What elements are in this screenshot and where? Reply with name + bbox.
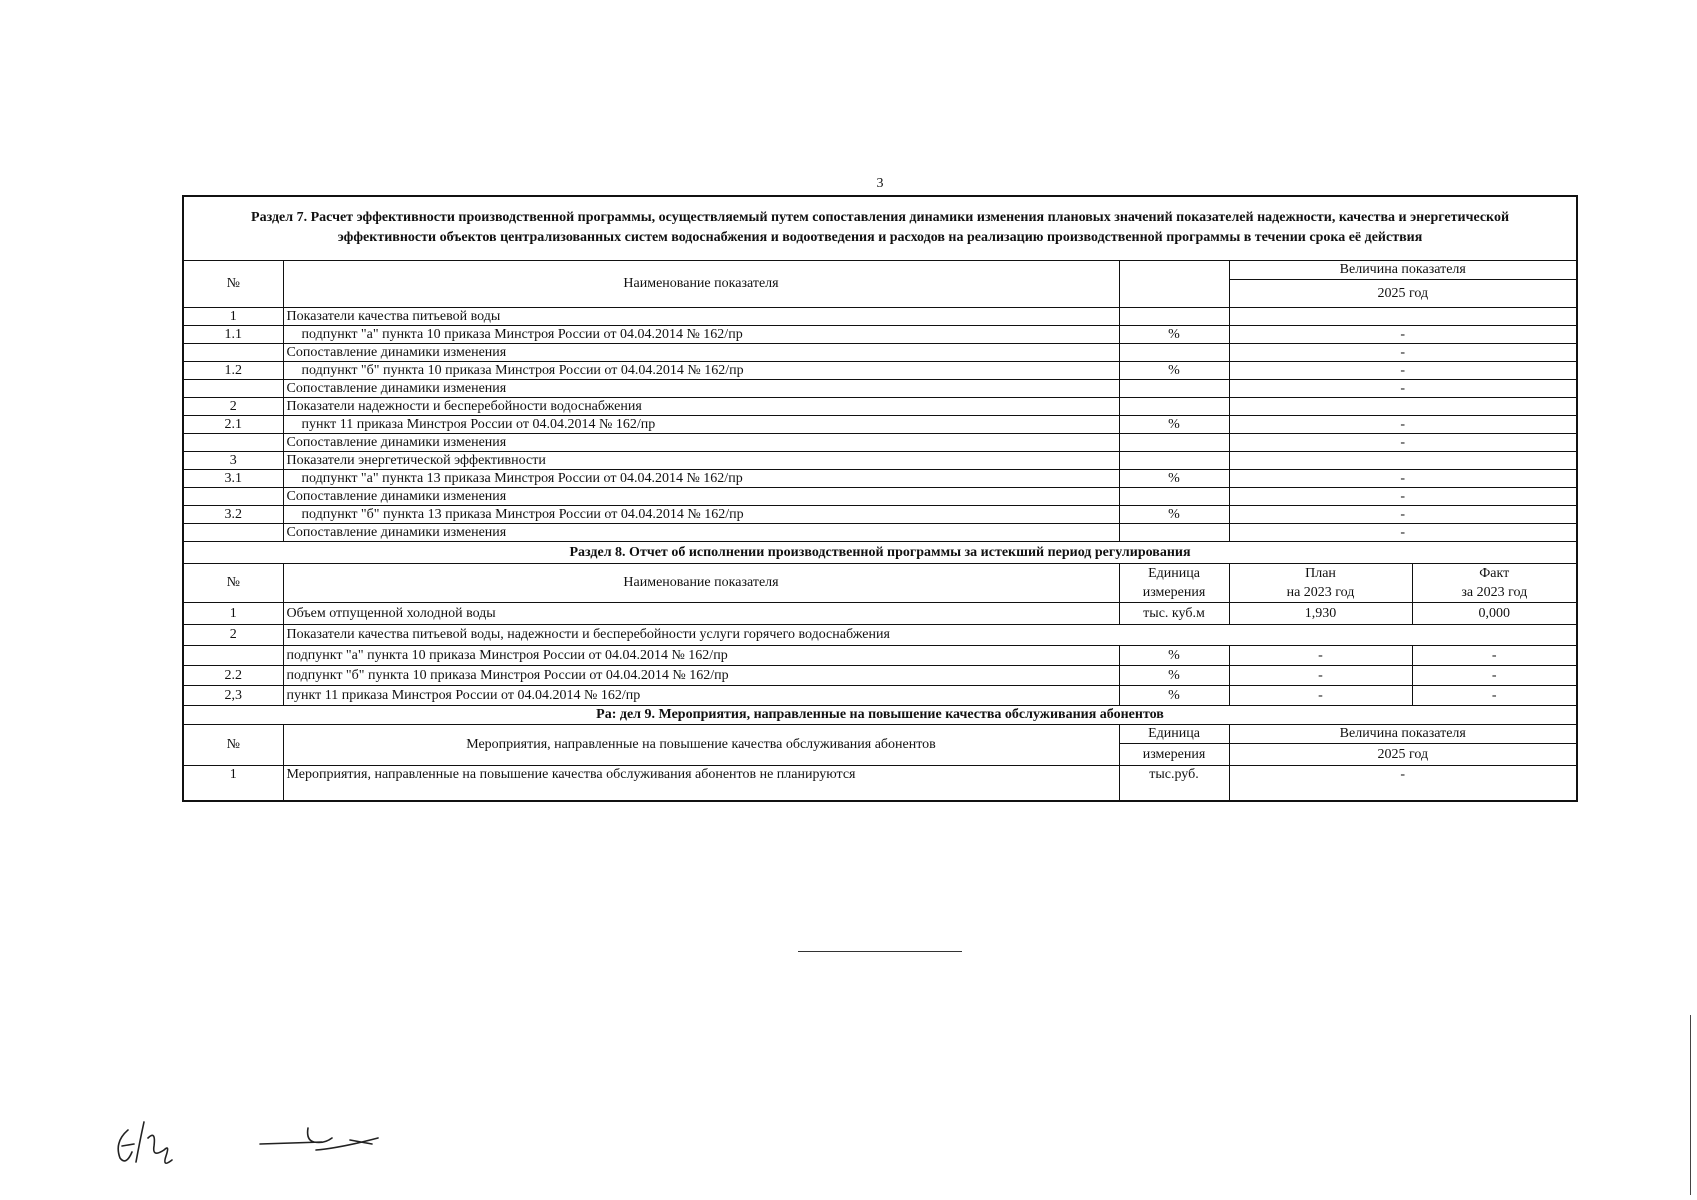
row-value: - <box>1229 343 1577 361</box>
row-name: Сопоставление динамики изменения <box>283 523 1119 541</box>
row-value: - <box>1229 433 1577 451</box>
section7-header-name: Наименование показателя <box>283 260 1119 307</box>
row-unit <box>1119 451 1229 469</box>
row-number: 1.2 <box>183 361 283 379</box>
row-name: Сопоставление динамики изменения <box>283 379 1119 397</box>
row-value: - <box>1229 325 1577 343</box>
section8-header-fact <box>1412 563 1577 602</box>
section7-row <box>183 307 1577 325</box>
plan-line-2: на 2023 год <box>1286 584 1355 600</box>
row-unit <box>1119 379 1229 397</box>
row-number: 2 <box>183 624 283 645</box>
section9-title: Ра: дел 9. Мероприятия, направленные на повышение качества обслуживания абонентов <box>183 705 1577 724</box>
row-unit: % <box>1119 685 1229 705</box>
row-name: Сопоставление динамики изменения <box>283 343 1119 361</box>
row-unit: % <box>1119 415 1229 433</box>
unit-line-1: Единица <box>1148 565 1200 581</box>
section7-header-value-group: Величина показателя <box>1229 260 1577 279</box>
row-unit <box>1119 523 1229 541</box>
section7-row <box>183 397 1577 415</box>
row-name: Показатели надежности и бесперебойности водоснабжения <box>283 397 1119 415</box>
row-name: Объем отпущенной холодной воды <box>283 602 1119 624</box>
row-value <box>1229 307 1577 325</box>
section7-row <box>183 523 1577 541</box>
section7-row <box>183 361 1577 379</box>
edge-line <box>1690 1015 1691 1195</box>
row-unit: % <box>1119 665 1229 685</box>
section7-row <box>183 379 1577 397</box>
section7-row <box>183 325 1577 343</box>
row-name: Сопоставление динамики изменения <box>283 433 1119 451</box>
row-fact: - <box>1412 685 1577 705</box>
section7-row <box>183 505 1577 523</box>
row-plan: - <box>1229 665 1412 685</box>
row-number: 3.2 <box>183 505 283 523</box>
row-unit <box>1119 487 1229 505</box>
closing-rule <box>798 951 962 952</box>
row-unit <box>1119 397 1229 415</box>
row-number: 2,3 <box>183 685 283 705</box>
row-name: подпункт "а" пункта 13 приказа Минстроя России от 04.04.2014 № 162/пр <box>283 469 1119 487</box>
row-value: - <box>1229 765 1577 801</box>
row-unit <box>1119 343 1229 361</box>
row-fact: - <box>1412 665 1577 685</box>
page-number: 3 <box>876 176 884 191</box>
section9-header-unit-1: Единица <box>1119 724 1229 743</box>
section7-row <box>183 469 1577 487</box>
row-name: подпункт "а" пункта 10 приказа Минстроя России от 04.04.2014 № 162/пр <box>283 325 1119 343</box>
document-table <box>182 195 1578 802</box>
row-number: 3.1 <box>183 469 283 487</box>
row-number <box>183 523 283 541</box>
section7-header-num: № <box>183 260 283 307</box>
row-unit: тыс. куб.м <box>1119 602 1229 624</box>
row-unit: % <box>1119 361 1229 379</box>
row-unit <box>1119 433 1229 451</box>
row-name: пункт 11 приказа Минстроя России от 04.04.2014 № 162/пр <box>283 415 1119 433</box>
row-name: подпункт "б" пункта 10 приказа Минстроя России от 04.04.2014 № 162/пр <box>283 665 1119 685</box>
section8-title: Раздел 8. Отчет об исполнении производственной программы за истекший период регулирования <box>183 541 1577 563</box>
section9-header-name: Мероприятия, направленные на повышение качества обслуживания абонентов <box>283 724 1119 765</box>
row-plan: 1,930 <box>1229 602 1412 624</box>
section7-row <box>183 343 1577 361</box>
row-plan: - <box>1229 685 1412 705</box>
section8-header-plan <box>1229 563 1412 602</box>
section7-row <box>183 451 1577 469</box>
section7-title: Раздел 7. Расчет эффективности производственной программы, осуществляемый путем сопоставления динамики изменения плановых значений показателей надежности, качества и энергетической эффективности объектов централизованных систем водоснабжения и водоотведения и расходов на реализацию производственной программы в течении срока её действия <box>183 196 1577 260</box>
row-plan: - <box>1229 645 1412 665</box>
section9-header-num: № <box>183 724 283 765</box>
row-value: - <box>1229 379 1577 397</box>
row-number <box>183 487 283 505</box>
plan-line-1: План <box>1305 565 1336 581</box>
row-fact: 0,000 <box>1412 602 1577 624</box>
row-unit: % <box>1119 645 1229 665</box>
row-number: 2 <box>183 397 283 415</box>
row-fact: - <box>1412 645 1577 665</box>
unit-line-2: измерения <box>1142 584 1206 600</box>
row-number: 2.1 <box>183 415 283 433</box>
section7-row <box>183 433 1577 451</box>
row-number <box>183 343 283 361</box>
row-name: Сопоставление динамики изменения <box>283 487 1119 505</box>
row-unit: % <box>1119 505 1229 523</box>
row-number: 1 <box>183 307 283 325</box>
row-number: 2.2 <box>183 665 283 685</box>
row-name: подпункт "б" пункта 13 приказа Минстроя России от 04.04.2014 № 162/пр <box>283 505 1119 523</box>
row-number: 1 <box>183 765 283 801</box>
row-value: - <box>1229 505 1577 523</box>
row-value: - <box>1229 415 1577 433</box>
row-value <box>1229 397 1577 415</box>
row-unit <box>1119 307 1229 325</box>
fact-line-1: Факт <box>1479 565 1510 581</box>
row-unit: % <box>1119 325 1229 343</box>
section8-header-unit <box>1119 563 1229 602</box>
row-name: подпункт "б" пункта 10 приказа Минстроя России от 04.04.2014 № 162/пр <box>283 361 1119 379</box>
row-value: - <box>1229 487 1577 505</box>
row-name: Показатели качества питьевой воды <box>283 307 1119 325</box>
row-name: Мероприятия, направленные на повышение качества обслуживания абонентов не планируются <box>283 765 1119 801</box>
row-name: Показатели энергетической эффективности <box>283 451 1119 469</box>
row-unit: % <box>1119 469 1229 487</box>
row-value: - <box>1229 523 1577 541</box>
row-number <box>183 433 283 451</box>
section8-header-name: Наименование показателя <box>283 563 1119 602</box>
fact-line-2: за 2023 год <box>1461 584 1528 600</box>
row-number: 1.1 <box>183 325 283 343</box>
row-value <box>1229 451 1577 469</box>
row-unit: тыс.руб. <box>1119 765 1229 801</box>
row-name: пункт 11 приказа Минстроя России от 04.04.2014 № 162/пр <box>283 685 1119 705</box>
row-number <box>183 645 283 665</box>
row-number: 1 <box>183 602 283 624</box>
row-value: - <box>1229 469 1577 487</box>
section7-header-year: 2025 год <box>1229 279 1577 307</box>
section7-row <box>183 415 1577 433</box>
section9-header-value-group: Величина показателя <box>1229 724 1577 743</box>
row-number: 3 <box>183 451 283 469</box>
section7-row <box>183 487 1577 505</box>
row-number <box>183 379 283 397</box>
row-name: подпункт "а" пункта 10 приказа Минстроя России от 04.04.2014 № 162/пр <box>283 645 1119 665</box>
row-name: Показатели качества питьевой воды, надежности и бесперебойности услуги горячего водоснабжения <box>283 624 1577 645</box>
row-value: - <box>1229 361 1577 379</box>
section9-header-year: 2025 год <box>1229 743 1577 765</box>
section9-header-unit-2: измерения <box>1119 743 1229 765</box>
section7-header-unit <box>1119 260 1229 307</box>
section8-header-num: № <box>183 563 283 602</box>
handwritten-signatures <box>110 1100 410 1180</box>
